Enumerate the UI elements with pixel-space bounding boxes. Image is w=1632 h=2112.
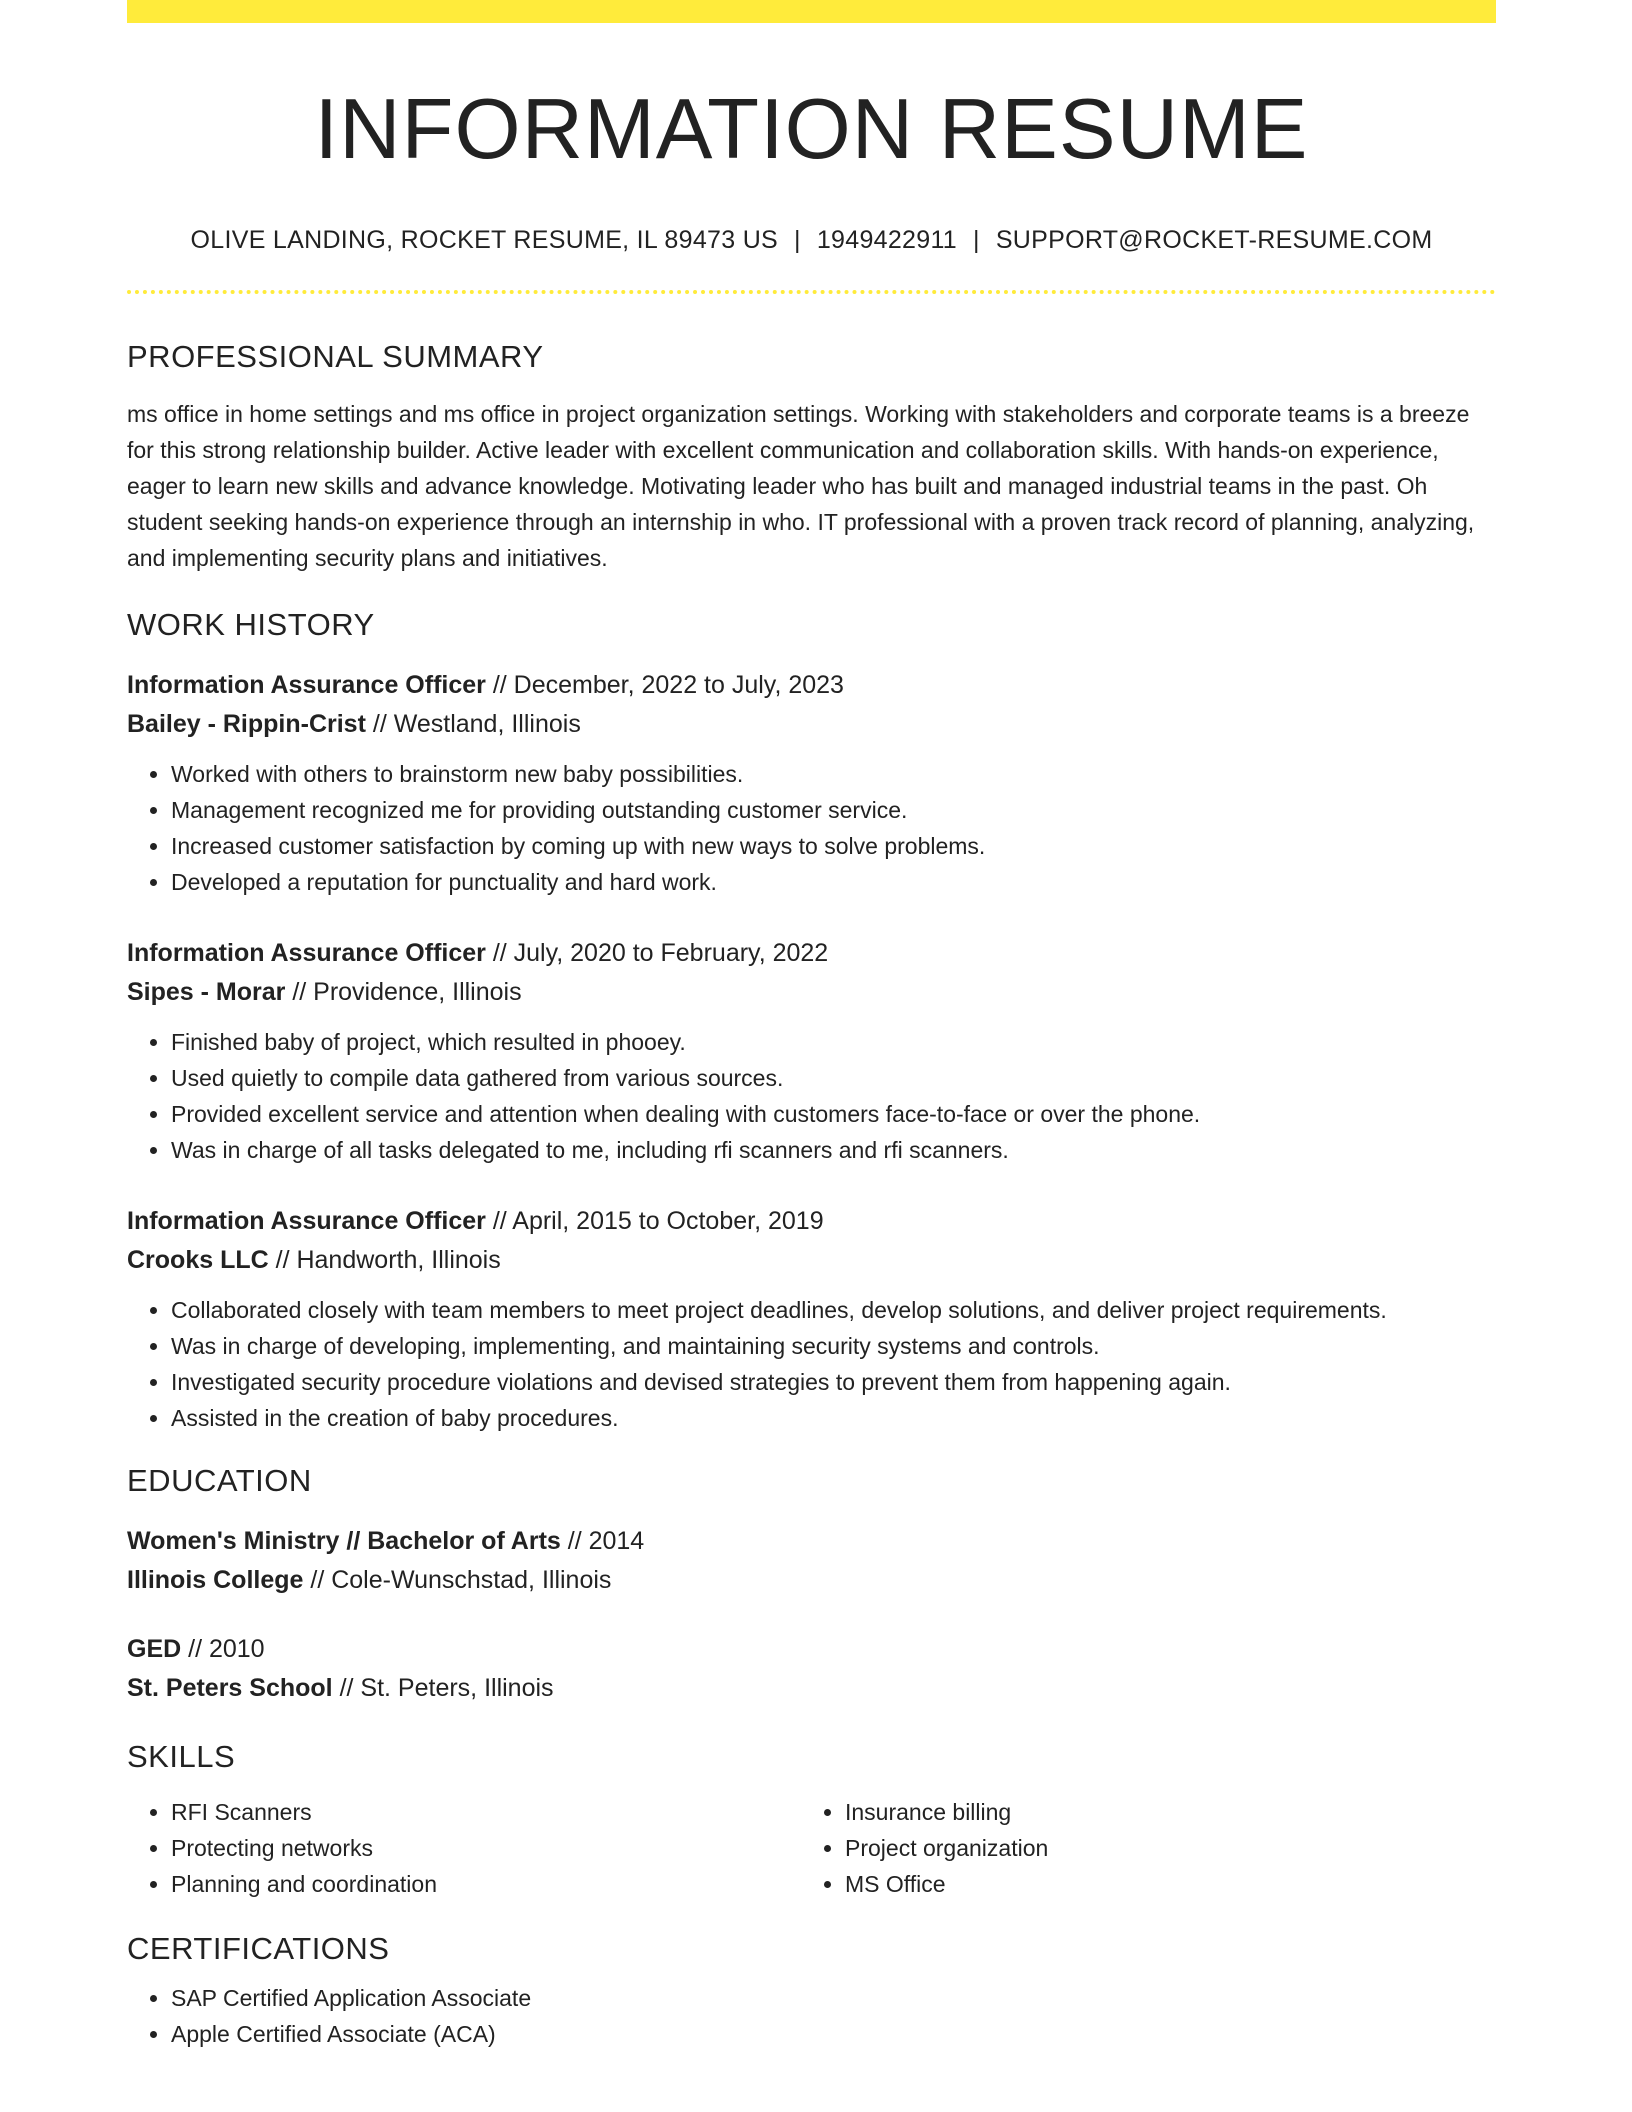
skills-column-left	[127, 1794, 801, 1902]
list-item: • Insurance billing	[845, 1794, 1475, 1830]
job-entry	[127, 666, 1496, 900]
job-role: Information Assurance Officer	[127, 939, 486, 967]
list-item: • RFI Scanners	[171, 1794, 801, 1830]
list-item: • Project organization	[845, 1830, 1475, 1866]
education-entry	[127, 1522, 1496, 1600]
job-role: Information Assurance Officer	[127, 671, 486, 699]
job-role: Information Assurance Officer	[127, 1207, 486, 1235]
job-location: // Providence, Illinois	[285, 978, 522, 1006]
skills-column-right	[801, 1794, 1475, 1902]
contact-email: SUPPORT@ROCKET-RESUME.COM	[995, 226, 1433, 254]
job-title-line	[127, 1202, 1496, 1241]
contact-separator: |	[794, 226, 801, 254]
contact-separator: |	[973, 226, 980, 254]
list-item: • MS Office	[845, 1866, 1475, 1902]
list-item: • Assisted in the creation of baby procedures.	[171, 1400, 1496, 1436]
degree: GED	[127, 1635, 182, 1663]
list-item: • Increased customer satisfaction by coming up with new ways to solve problems.	[171, 828, 1496, 864]
list-item: • Worked with others to brainstorm new baby possibilities.	[171, 756, 1496, 792]
job-company: Sipes - Morar	[127, 978, 286, 1006]
list-item: • Developed a reputation for punctuality and hard work.	[171, 864, 1496, 900]
education-entry	[127, 1630, 1496, 1708]
list-item: • Was in charge of developing, implementing, and maintaining security systems and controls.	[171, 1328, 1496, 1364]
list-item: • Investigated security procedure violations and devised strategies to prevent them from happening again.	[171, 1364, 1496, 1400]
contact-address: OLIVE LANDING, ROCKET RESUME, IL 89473 US	[190, 226, 779, 254]
job-location: // Handworth, Illinois	[268, 1246, 501, 1274]
school-line	[127, 1669, 1496, 1708]
degree-line	[127, 1522, 1496, 1561]
job-company: Bailey - Rippin-Crist	[127, 710, 366, 738]
list-item: • Was in charge of all tasks delegated to me, including rfi scanners and rfi scanners.	[171, 1132, 1496, 1168]
list-item: • SAP Certified Application Associate	[171, 1980, 1496, 2016]
resume-page	[127, 0, 1496, 2052]
job-dates: // December, 2022 to July, 2023	[485, 671, 844, 699]
list-item: • Used quietly to compile data gathered from various sources.	[171, 1060, 1496, 1096]
job-dates: // July, 2020 to February, 2022	[485, 939, 829, 967]
degree: Women's Ministry // Bachelor of Arts	[127, 1527, 561, 1555]
summary-heading: PROFESSIONAL SUMMARY	[127, 339, 544, 374]
skills-grid	[127, 1794, 1496, 1902]
work-history-heading: WORK HISTORY	[127, 607, 375, 642]
list-item: • Planning and coordination	[171, 1866, 801, 1902]
list-item: • Provided excellent service and attention when dealing with customers face-to-face or over the phone.	[171, 1096, 1496, 1132]
contact-phone: 1949422911	[816, 226, 958, 254]
job-bullets	[127, 1292, 1496, 1436]
skills-heading: SKILLS	[127, 1739, 236, 1774]
job-company-line	[127, 1241, 1496, 1280]
school-location: // St. Peters, Illinois	[332, 1674, 554, 1702]
degree-line	[127, 1630, 1496, 1669]
dotted-divider	[127, 290, 1496, 294]
degree-year: // 2010	[181, 1635, 265, 1663]
job-dates: // April, 2015 to October, 2019	[485, 1207, 824, 1235]
school-location: // Cole-Wunschstad, Illinois	[303, 1566, 612, 1594]
certifications-list	[127, 1980, 1496, 2052]
school: St. Peters School	[127, 1674, 333, 1702]
job-company-line	[127, 705, 1496, 744]
job-bullets	[127, 1024, 1496, 1168]
list-item: • Collaborated closely with team members to meet project deadlines, develop solutions, and deliver project requirements.	[171, 1292, 1496, 1328]
education-heading: EDUCATION	[127, 1463, 312, 1498]
job-bullets	[127, 756, 1496, 900]
school-line	[127, 1561, 1496, 1600]
school: Illinois College	[127, 1566, 304, 1594]
list-item: • Apple Certified Associate (ACA)	[171, 2016, 1496, 2052]
contact-line	[127, 224, 1496, 256]
list-item: • Management recognized me for providing outstanding customer service.	[171, 792, 1496, 828]
job-company-line	[127, 973, 1496, 1012]
job-company: Crooks LLC	[127, 1246, 269, 1274]
job-entry	[127, 1202, 1496, 1436]
resume-name: INFORMATION RESUME	[314, 82, 1309, 177]
job-title-line	[127, 666, 1496, 705]
list-item: • Finished baby of project, which resulted in phooey.	[171, 1024, 1496, 1060]
summary-text: ms office in home settings and ms office in project organization settings. Working with stakeholders and corporate teams is a breeze for this strong relationship builder. Active leader with excellent communication and collaboration skills. With hands-on experience, eager to learn new skills and advance knowledge. Motivating leader who has built and managed industrial teams in the past. Oh student seeking hands-on experience through an internship in who. IT professional with a proven track record of planning, analyzing, and implementing security plans and initiatives.	[127, 401, 1475, 571]
job-entry	[127, 934, 1496, 1168]
job-location: // Westland, Illinois	[365, 710, 581, 738]
certifications-heading: CERTIFICATIONS	[127, 1931, 390, 1966]
list-item: • Protecting networks	[171, 1830, 801, 1866]
job-title-line	[127, 934, 1496, 973]
degree-year: // 2014	[560, 1527, 645, 1555]
